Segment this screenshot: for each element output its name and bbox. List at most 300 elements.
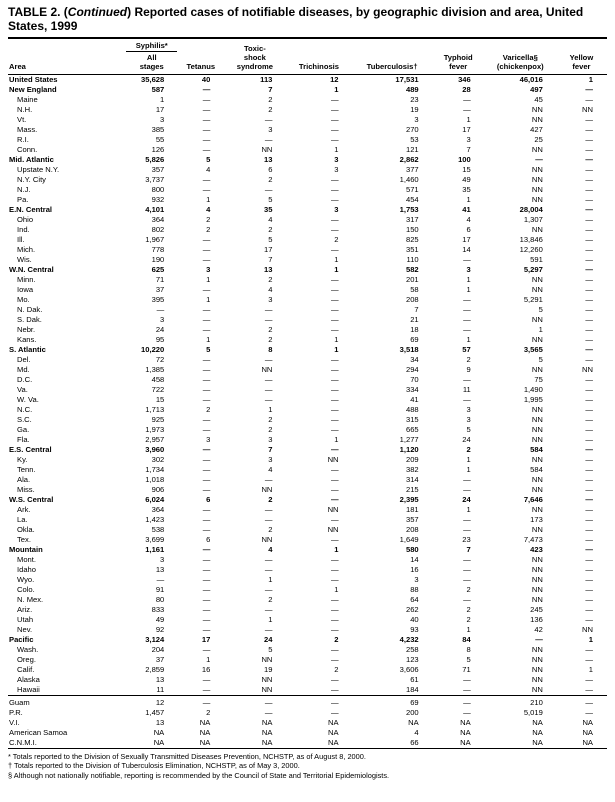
value-cell: — <box>202 584 211 594</box>
value-cell: 2 <box>268 334 273 344</box>
table-row <box>8 155 607 165</box>
table-row <box>8 145 607 155</box>
table-row <box>8 375 607 385</box>
value-cell: 2,859 <box>145 664 165 674</box>
value-cell: NN <box>531 654 543 664</box>
table-row <box>8 485 607 495</box>
value-cell: NN <box>261 674 273 684</box>
table-row <box>8 505 607 515</box>
value-cell: — <box>202 104 211 114</box>
area-cell: Vt. <box>17 114 27 124</box>
value-cell: 571 <box>405 184 419 194</box>
value-cell: 1 <box>334 84 339 94</box>
value-cell: — <box>585 254 593 264</box>
value-cell: 1 <box>268 404 273 414</box>
value-cell: 4 <box>268 284 273 294</box>
value-cell: NN <box>261 654 273 664</box>
area-cell: N.Y. City <box>17 174 46 184</box>
value-cell: — <box>585 504 593 514</box>
value-cell: — <box>330 494 339 504</box>
value-cell: — <box>202 244 211 254</box>
value-cell: — <box>585 84 593 94</box>
value-cell: 64 <box>410 594 419 604</box>
value-cell: 13 <box>263 154 273 164</box>
value-cell: NA <box>327 717 339 727</box>
value-cell: NN <box>582 364 593 374</box>
value-cell: — <box>202 454 211 464</box>
table-row <box>8 685 607 696</box>
value-cell: 1 <box>538 324 543 334</box>
value-cell: 53 <box>410 134 419 144</box>
value-cell: — <box>585 614 593 624</box>
value-cell: NN <box>531 414 543 424</box>
value-cell: 71 <box>155 274 165 284</box>
value-cell: 6 <box>466 224 471 234</box>
table-row <box>8 185 607 195</box>
value-cell: — <box>202 414 211 424</box>
value-cell: 35 <box>462 184 471 194</box>
value-cell: 11 <box>156 684 165 694</box>
value-cell: — <box>202 134 211 144</box>
table-row <box>8 315 607 325</box>
value-cell: 13 <box>155 564 165 574</box>
value-cell: — <box>264 604 273 614</box>
value-cell: 1 <box>466 194 471 204</box>
value-cell: 1 <box>206 194 211 204</box>
value-cell: 3 <box>334 164 339 174</box>
value-cell: NA <box>532 737 543 747</box>
value-cell: NA <box>582 727 593 737</box>
value-cell: — <box>585 474 593 484</box>
value-cell: 17 <box>462 124 471 134</box>
value-cell: 2 <box>268 104 273 114</box>
value-cell: — <box>463 564 471 574</box>
value-cell: 4 <box>466 214 471 224</box>
value-cell: 385 <box>151 124 165 134</box>
value-cell: 3,518 <box>399 344 419 354</box>
value-cell: 2 <box>268 494 273 504</box>
value-cell: 580 <box>405 544 419 554</box>
table-row <box>8 255 607 265</box>
value-cell: — <box>202 514 211 524</box>
table-row <box>8 415 607 425</box>
value-cell: 1 <box>588 74 593 84</box>
value-cell: 95 <box>155 334 165 344</box>
column-header-tetanus: Tetanus <box>186 62 216 72</box>
value-cell: — <box>585 434 593 444</box>
value-cell: — <box>202 544 211 554</box>
area-cell: La. <box>17 514 28 524</box>
value-cell: 21 <box>410 314 419 324</box>
table-row <box>8 105 607 115</box>
value-cell: 190 <box>151 254 165 264</box>
value-cell: 5 <box>466 654 471 664</box>
table-row <box>8 95 607 105</box>
value-cell: — <box>585 414 593 424</box>
value-cell: NN <box>531 194 543 204</box>
table-row <box>8 235 607 245</box>
value-cell: — <box>585 214 593 224</box>
value-cell: — <box>202 284 211 294</box>
value-cell: 3 <box>334 204 339 214</box>
value-cell: — <box>286 695 352 708</box>
value-cell: 49 <box>155 614 165 624</box>
value-cell: 4 <box>206 164 211 174</box>
column-header-area: Area <box>9 62 26 72</box>
value-cell: — <box>202 444 211 454</box>
value-cell: NA <box>460 737 471 747</box>
value-cell: — <box>202 614 211 624</box>
value-cell: — <box>585 514 593 524</box>
table-row <box>8 575 607 585</box>
value-cell: 3 <box>268 434 273 444</box>
value-cell: — <box>585 114 593 124</box>
table-row <box>8 545 607 555</box>
value-cell: 7 <box>268 254 273 264</box>
value-cell: 2 <box>206 404 211 414</box>
value-cell: 35 <box>263 204 273 214</box>
area-cell: N.H. <box>17 104 33 114</box>
value-cell: — <box>585 324 593 334</box>
area-cell: S.C. <box>17 414 32 424</box>
value-cell: — <box>585 654 593 664</box>
value-cell: 15 <box>155 394 165 404</box>
value-cell: NA <box>261 717 273 727</box>
value-cell: — <box>330 94 339 104</box>
area-cell: Ky. <box>17 454 28 464</box>
value-cell: 2 <box>466 584 471 594</box>
value-cell: 314 <box>405 474 419 484</box>
value-cell: — <box>264 584 273 594</box>
value-cell: 395 <box>151 294 165 304</box>
area-cell: Calif. <box>17 664 35 674</box>
value-cell: NN <box>531 184 543 194</box>
value-cell: — <box>202 144 211 154</box>
value-cell: 23 <box>410 94 419 104</box>
value-cell: — <box>585 454 593 464</box>
value-cell: — <box>264 184 273 194</box>
value-cell: 270 <box>405 124 419 134</box>
area-cell: Ohio <box>17 214 34 224</box>
value-cell: 24 <box>155 324 165 334</box>
value-cell: 84 <box>462 634 471 644</box>
value-cell: 13 <box>155 717 165 727</box>
value-cell: 210 <box>485 695 557 708</box>
value-cell: 37 <box>155 284 165 294</box>
area-cell: N. Dak. <box>17 304 43 314</box>
table-row <box>8 515 607 525</box>
value-cell: 1 <box>466 464 471 474</box>
value-cell: — <box>202 594 211 604</box>
value-cell: 71 <box>462 664 471 674</box>
value-cell: 1 <box>588 664 593 674</box>
value-cell: 3,124 <box>145 634 165 644</box>
value-cell: 3 <box>160 114 165 124</box>
area-cell: Colo. <box>17 584 35 594</box>
value-cell: — <box>463 484 471 494</box>
area-cell: N.J. <box>17 184 31 194</box>
value-cell: — <box>264 504 273 514</box>
table-header-row <box>8 38 607 74</box>
value-cell: — <box>330 324 339 334</box>
value-cell: 800 <box>151 184 165 194</box>
value-cell: NN <box>531 484 543 494</box>
value-cell: — <box>463 294 471 304</box>
value-cell: 6 <box>268 164 273 174</box>
value-cell: 245 <box>530 604 543 614</box>
area-cell: Fla. <box>17 434 30 444</box>
area-cell: Guam <box>8 695 126 708</box>
value-cell: — <box>264 514 273 524</box>
value-cell: 1 <box>206 334 211 344</box>
value-cell: — <box>202 574 211 584</box>
value-cell: — <box>463 514 471 524</box>
value-cell: NN <box>261 534 273 544</box>
value-cell: 150 <box>405 224 419 234</box>
value-cell: — <box>463 554 471 564</box>
value-cell: 1,307 <box>523 214 543 224</box>
value-cell: 9 <box>466 364 471 374</box>
value-cell: — <box>585 144 593 154</box>
value-cell: 2 <box>268 174 273 184</box>
value-cell: — <box>330 214 339 224</box>
value-cell: 5,297 <box>523 264 543 274</box>
column-header-tuberculosis: Tuberculosis† <box>366 62 418 72</box>
value-cell: NA <box>153 727 165 737</box>
footnote-tuberculosis: † Totals reported to the Division of Tuberculosis Elimination, NCHSTP, as of May 3, 2000. <box>8 761 300 771</box>
value-cell: 538 <box>151 524 165 534</box>
table-header <box>8 38 607 74</box>
value-cell: — <box>463 394 471 404</box>
value-cell: 7 <box>268 84 273 94</box>
value-cell: 5 <box>538 354 543 364</box>
value-cell: — <box>330 374 339 384</box>
area-cell: Ariz. <box>17 604 33 614</box>
value-cell: — <box>330 474 339 484</box>
value-cell: 5,019 <box>523 707 543 717</box>
value-cell: 58 <box>410 284 419 294</box>
table-row <box>8 74 607 85</box>
value-cell: 17 <box>263 244 273 254</box>
table-row <box>8 395 607 405</box>
value-cell: 2,862 <box>399 154 419 164</box>
area-cell: S. Atlantic <box>9 344 46 354</box>
table-row <box>8 535 607 545</box>
value-cell: 1,385 <box>145 364 165 374</box>
value-cell: 3 <box>206 264 211 274</box>
value-cell: 1,120 <box>399 444 419 454</box>
value-cell: 1,018 <box>145 474 165 484</box>
value-cell: NN <box>531 554 543 564</box>
value-cell: 24 <box>462 494 471 504</box>
value-cell: 825 <box>405 234 419 244</box>
value-cell: — <box>330 184 339 194</box>
value-cell: — <box>463 94 471 104</box>
value-cell: — <box>585 334 593 344</box>
value-cell: 3 <box>466 264 471 274</box>
value-cell: NA <box>199 727 211 737</box>
value-cell: 17 <box>155 104 165 114</box>
value-cell: 15 <box>462 164 471 174</box>
table-title-suffix: ) Reported cases of notifiable diseases, by geographic division and area, United States, 1999 <box>8 5 584 33</box>
value-cell: 4,101 <box>145 204 165 214</box>
value-cell: 1 <box>466 454 471 464</box>
table-title-prefix: TABLE 2. ( <box>8 5 68 19</box>
value-cell: — <box>202 424 211 434</box>
value-cell: — <box>585 244 593 254</box>
value-cell: 100 <box>458 154 471 164</box>
value-cell: 2 <box>268 414 273 424</box>
value-cell: 454 <box>405 194 419 204</box>
table-row <box>8 215 607 225</box>
value-cell: — <box>264 474 273 484</box>
value-cell: — <box>585 374 593 384</box>
value-cell: 5 <box>268 644 273 654</box>
table-row <box>8 225 607 235</box>
value-cell: 925 <box>151 414 165 424</box>
value-cell: — <box>330 404 339 414</box>
table-row <box>8 495 607 505</box>
value-cell: 41 <box>462 204 471 214</box>
value-cell: — <box>463 314 471 324</box>
value-cell: NN <box>531 364 543 374</box>
value-cell: 802 <box>151 224 165 234</box>
value-cell: 1 <box>466 284 471 294</box>
table-row <box>8 645 607 655</box>
table-row <box>8 655 607 665</box>
value-cell: 2 <box>268 424 273 434</box>
value-cell: 8 <box>268 344 273 354</box>
area-cell: Hawaii <box>17 684 40 694</box>
value-cell: 2 <box>206 707 211 717</box>
value-cell: — <box>585 524 593 534</box>
value-cell: 778 <box>151 244 165 254</box>
value-cell: 3 <box>466 404 471 414</box>
value-cell: — <box>585 124 593 134</box>
value-cell: — <box>585 544 593 554</box>
value-cell: 14 <box>462 244 471 254</box>
table-row <box>8 425 607 435</box>
value-cell: 7 <box>466 144 471 154</box>
area-cell: D.C. <box>17 374 33 384</box>
value-cell: 458 <box>151 374 165 384</box>
column-header-yellow-fever: Yellow fever <box>569 53 594 72</box>
value-cell: 24 <box>462 434 471 444</box>
value-cell: 427 <box>530 124 543 134</box>
table-row <box>8 285 607 295</box>
value-cell: 262 <box>405 604 419 614</box>
value-cell: — <box>330 314 339 324</box>
value-cell: 7 <box>466 544 471 554</box>
value-cell: 3,960 <box>145 444 165 454</box>
value-cell: — <box>585 604 593 614</box>
table-row <box>8 365 607 375</box>
area-cell: Nev. <box>17 624 33 634</box>
value-cell: — <box>585 644 593 654</box>
value-cell: 1 <box>206 654 211 664</box>
value-cell: 184 <box>405 684 419 694</box>
value-cell: 16 <box>201 664 211 674</box>
value-cell: 25 <box>534 134 543 144</box>
value-cell: — <box>585 404 593 414</box>
value-cell: 1,423 <box>145 514 165 524</box>
area-cell: Miss. <box>17 484 35 494</box>
value-cell: — <box>202 504 211 514</box>
value-cell: — <box>264 384 273 394</box>
value-cell: 2 <box>334 664 339 674</box>
value-cell: 2 <box>268 524 273 534</box>
value-cell: 582 <box>405 264 419 274</box>
value-cell: NN <box>261 364 273 374</box>
value-cell: NN <box>531 644 543 654</box>
value-cell: — <box>585 224 593 234</box>
area-cell: Iowa <box>17 284 34 294</box>
value-cell: 1 <box>334 254 339 264</box>
value-cell: 18 <box>410 324 419 334</box>
value-cell: 497 <box>530 84 543 94</box>
value-cell: NN <box>531 114 543 124</box>
value-cell: 3,699 <box>145 534 165 544</box>
value-cell: — <box>264 114 273 124</box>
value-cell: — <box>585 164 593 174</box>
value-cell: — <box>330 604 339 614</box>
value-cell: NA <box>199 737 211 747</box>
value-cell: 4 <box>268 464 273 474</box>
area-cell: American Samoa <box>9 727 68 737</box>
area-cell: Pacific <box>9 634 34 644</box>
area-cell: Conn. <box>17 144 38 154</box>
value-cell: 364 <box>151 214 165 224</box>
value-cell: — <box>585 304 593 314</box>
value-cell: 3 <box>206 434 211 444</box>
table-row <box>8 405 607 415</box>
column-header-trichinosis: Trichinosis <box>298 62 340 72</box>
value-cell: — <box>330 104 339 114</box>
value-cell: 17,531 <box>395 74 419 84</box>
value-cell: — <box>585 274 593 284</box>
value-cell: — <box>202 374 211 384</box>
value-cell: — <box>585 354 593 364</box>
area-cell: Oreg. <box>17 654 36 664</box>
value-cell: — <box>585 134 593 144</box>
value-cell: — <box>330 384 339 394</box>
value-cell: — <box>330 194 339 204</box>
value-cell: 208 <box>405 294 419 304</box>
value-cell: — <box>330 114 339 124</box>
area-cell: Mont. <box>17 554 36 564</box>
value-cell: — <box>330 594 339 604</box>
value-cell: — <box>202 644 211 654</box>
table-row <box>8 445 607 455</box>
value-cell: — <box>330 224 339 234</box>
value-cell: — <box>535 154 543 164</box>
value-cell: — <box>463 104 471 114</box>
value-cell: 2 <box>334 234 339 244</box>
value-cell: — <box>330 354 339 364</box>
value-cell: — <box>202 484 211 494</box>
value-cell: — <box>202 354 211 364</box>
value-cell: — <box>330 644 339 654</box>
value-cell: 315 <box>405 414 419 424</box>
value-cell: 14 <box>410 554 419 564</box>
value-cell: 37 <box>155 654 165 664</box>
value-cell: 5 <box>268 194 273 204</box>
value-cell: — <box>585 484 593 494</box>
value-cell: 215 <box>405 484 419 494</box>
value-cell: NN <box>531 504 543 514</box>
value-cell: — <box>330 514 339 524</box>
value-cell: — <box>202 254 211 264</box>
